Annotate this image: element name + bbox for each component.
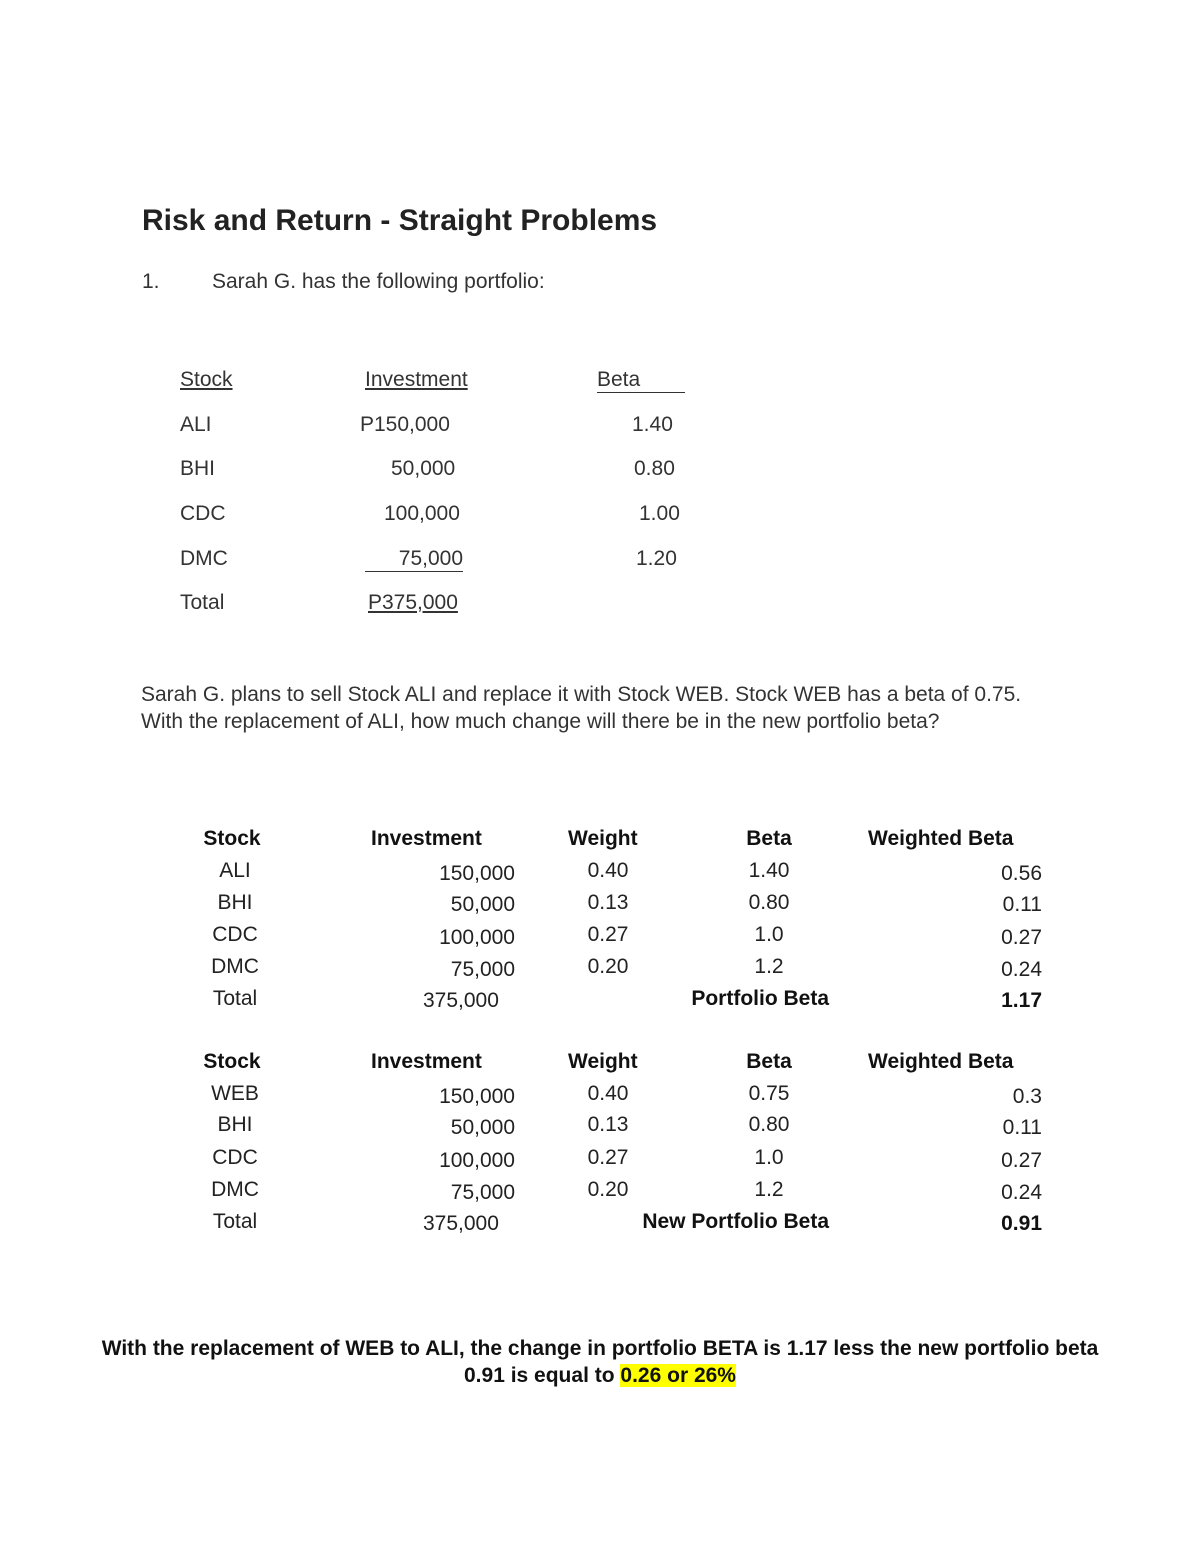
question-number: 1. xyxy=(142,270,160,293)
problem-text: Sarah G. plans to sell Stock ALI and replace it with Stock WEB. Stock WEB has a beta of 0.75. With the replacement of ALI, how much change will there be in the new portfolio beta? xyxy=(141,683,1022,733)
table1-row-weighted-beta: 0.24 xyxy=(1001,958,1042,981)
portfolio-header-beta-label: Beta xyxy=(597,368,641,391)
portfolio-row-investment: P150,000 xyxy=(360,413,450,436)
table1-row-weighted-beta: 0.11 xyxy=(1002,893,1042,916)
table2-row-stock: CDC xyxy=(212,1146,258,1169)
table2-row-stock: DMC xyxy=(211,1178,259,1201)
table1-row-beta: 0.80 xyxy=(748,891,790,914)
table2-row-stock: BHI xyxy=(217,1113,253,1136)
table2-row-investment: 150,000 xyxy=(439,1085,515,1108)
table2-row-weight: 0.13 xyxy=(587,1113,629,1136)
table2-header-weight: Weight xyxy=(568,1050,638,1073)
table2-header-beta: Beta xyxy=(746,1050,792,1073)
table1-row-weight: 0.40 xyxy=(587,859,629,882)
table2-row-beta: 1.2 xyxy=(754,1178,784,1201)
table2-row-weighted-beta: 0.24 xyxy=(1001,1181,1042,1204)
table1-total-label: Total xyxy=(212,987,258,1010)
table1-row-weighted-beta: 0.56 xyxy=(1001,862,1042,885)
table1-header-stock: Stock xyxy=(203,827,261,850)
portfolio-row-stock: CDC xyxy=(180,502,226,525)
portfolio-total-value: P375,000 xyxy=(368,591,458,614)
portfolio-total-label: Total xyxy=(180,591,225,614)
table1-row-investment: 50,000 xyxy=(450,893,515,916)
table1-header-weighted-beta: Weighted Beta xyxy=(868,827,1014,850)
portfolio-header-stock: Stock xyxy=(180,368,233,391)
portfolio-row-investment: 50,000 xyxy=(391,457,456,480)
portfolio-row-investment-value: 75,000 xyxy=(398,547,463,570)
table2-header-investment: Investment xyxy=(371,1050,482,1073)
table1-row-stock: BHI xyxy=(217,891,253,914)
portfolio-row-beta: 1.00 xyxy=(639,502,680,525)
conclusion xyxy=(100,1335,1100,1389)
table1-portfolio-beta-value: 1.17 xyxy=(1001,989,1042,1012)
table2-new-portfolio-beta-label: New Portfolio Beta xyxy=(642,1210,829,1233)
table2-row-stock: WEB xyxy=(211,1082,259,1105)
table2-row-beta: 0.75 xyxy=(748,1082,790,1105)
table2-row-investment: 50,000 xyxy=(450,1116,515,1139)
table1-row-beta: 1.2 xyxy=(754,955,784,978)
table1-row-weighted-beta: 0.27 xyxy=(1001,926,1042,949)
conclusion-highlight: 0.26 or 26% xyxy=(620,1364,736,1387)
table2-row-weighted-beta: 0.3 xyxy=(1012,1085,1042,1108)
portfolio-row-investment: 100,000 xyxy=(384,502,460,525)
page-title: Risk and Return - Straight Problems xyxy=(142,204,658,237)
table2-row-beta: 0.80 xyxy=(748,1113,790,1136)
table2-row-investment: 75,000 xyxy=(450,1181,515,1204)
table1-row-investment: 150,000 xyxy=(439,862,515,885)
portfolio-row-beta: 1.20 xyxy=(636,547,677,570)
table1-header-beta: Beta xyxy=(746,827,792,850)
table2-row-weight: 0.40 xyxy=(587,1082,629,1105)
table2-row-weight: 0.27 xyxy=(587,1146,629,1169)
portfolio-row-stock: BHI xyxy=(180,457,216,480)
table2-total-label: Total xyxy=(212,1210,258,1233)
conclusion-text: With the replacement of WEB to ALI, the change in portfolio BETA is 1.17 less the new portfolio beta 0.91 is equal to xyxy=(101,1337,1099,1387)
portfolio-header-beta xyxy=(597,368,685,393)
portfolio-row-beta: 1.40 xyxy=(632,413,673,436)
table1-total-investment: 375,000 xyxy=(423,989,499,1012)
table2-row-weighted-beta: 0.27 xyxy=(1001,1149,1042,1172)
question-text: Sarah G. has the following portfolio: xyxy=(212,270,545,293)
table2-row-beta: 1.0 xyxy=(754,1146,784,1169)
table2-header-stock: Stock xyxy=(203,1050,261,1073)
portfolio-row-stock: DMC xyxy=(180,547,228,570)
table1-row-weight: 0.20 xyxy=(587,955,629,978)
portfolio-row-stock: ALI xyxy=(180,413,212,436)
table2-row-investment: 100,000 xyxy=(439,1149,515,1172)
table1-row-investment: 100,000 xyxy=(439,926,515,949)
table1-row-stock: CDC xyxy=(212,923,258,946)
table1-portfolio-beta-label: Portfolio Beta xyxy=(691,987,829,1010)
table1-row-weight: 0.13 xyxy=(587,891,629,914)
table1-row-stock: ALI xyxy=(219,859,251,882)
table1-header-weight: Weight xyxy=(568,827,638,850)
portfolio-row-investment xyxy=(365,547,463,572)
portfolio-row-beta: 0.80 xyxy=(634,457,675,480)
table1-header-investment: Investment xyxy=(371,827,482,850)
table1-row-beta: 1.40 xyxy=(748,859,790,882)
portfolio-header-investment: Investment xyxy=(365,368,468,391)
table1-row-stock: DMC xyxy=(211,955,259,978)
table2-row-weight: 0.20 xyxy=(587,1178,629,1201)
table2-new-portfolio-beta-value: 0.91 xyxy=(1001,1212,1042,1235)
table2-row-weighted-beta: 0.11 xyxy=(1002,1116,1042,1139)
table1-row-investment: 75,000 xyxy=(450,958,515,981)
table2-header-weighted-beta: Weighted Beta xyxy=(868,1050,1014,1073)
table2-total-investment: 375,000 xyxy=(423,1212,499,1235)
table1-row-weight: 0.27 xyxy=(587,923,629,946)
table1-row-beta: 1.0 xyxy=(754,923,784,946)
